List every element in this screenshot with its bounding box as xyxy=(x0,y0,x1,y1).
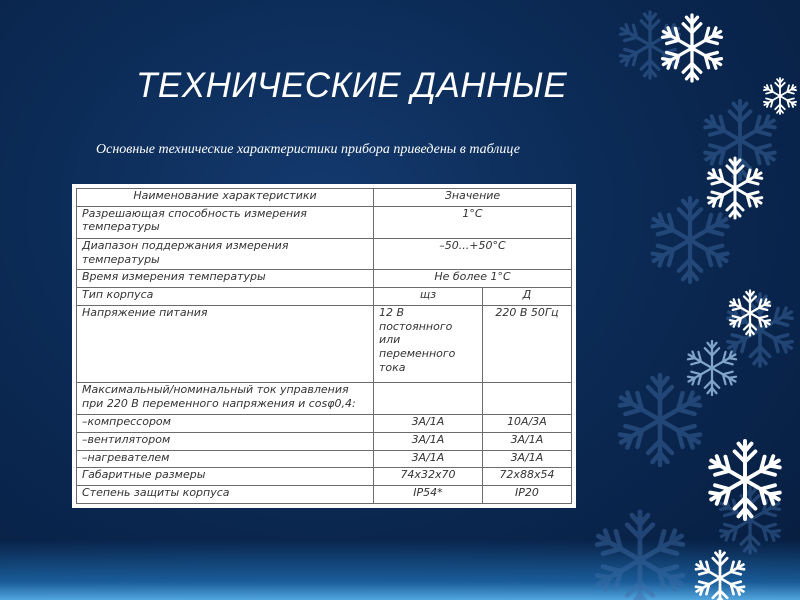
spec-table xyxy=(76,188,572,504)
row-value-1: 12 В постоянного или переменного тока xyxy=(374,305,483,382)
row-value-1: IP54* xyxy=(374,486,483,504)
table-row xyxy=(77,206,572,238)
header-name: Наименование характеристики xyxy=(77,189,374,207)
row-value-2: Д xyxy=(482,288,571,306)
row-value-2: 3А/1А xyxy=(482,450,571,468)
table-row xyxy=(77,238,572,270)
row-value: –50...+50°C xyxy=(374,238,572,270)
page-subtitle: Основные технические характеристики прибора приведены в таблице xyxy=(96,142,520,157)
table-row xyxy=(77,270,572,288)
row-value-1: 3А/1А xyxy=(374,432,483,450)
row-value-1: щз xyxy=(374,288,483,306)
page-title: ТЕХНИЧЕСКИЕ ДАННЫЕ xyxy=(136,66,568,105)
row-value-2: 220 В 50Гц xyxy=(482,305,571,382)
row-name: Разрешающая способность измерения температуры xyxy=(77,206,374,238)
row-value-2: 72х88х54 xyxy=(482,468,571,486)
header-value: Значение xyxy=(374,189,572,207)
row-value-2: 10А/3А xyxy=(482,415,571,433)
row-name: Диапазон поддержания измерения температуры xyxy=(77,238,374,270)
table-row xyxy=(77,305,572,382)
row-value-1: 3А/1А xyxy=(374,450,483,468)
row-value-2 xyxy=(482,383,571,415)
row-name: Степень защиты корпуса xyxy=(77,486,374,504)
row-value: Не более 1°C xyxy=(374,270,572,288)
table-row xyxy=(77,468,572,486)
row-name: Габаритные размеры xyxy=(77,468,374,486)
table-row xyxy=(77,432,572,450)
row-name: Напряжение питания xyxy=(77,305,374,382)
row-value-1 xyxy=(374,383,483,415)
row-value: 1°C xyxy=(374,206,572,238)
row-name: Время измерения температуры xyxy=(77,270,374,288)
row-name: Максимальный/номинальный ток управления при 220 В переменного напряжения и cosφ0,4: xyxy=(77,383,374,415)
row-name: –нагревателем xyxy=(77,450,374,468)
spec-table-container xyxy=(72,184,576,508)
table-row xyxy=(77,415,572,433)
row-name: Тип корпуса xyxy=(77,288,374,306)
row-value-2: IP20 xyxy=(482,486,571,504)
row-value-1: 3А/1А xyxy=(374,415,483,433)
row-name: –вентилятором xyxy=(77,432,374,450)
table-header-row xyxy=(77,189,572,207)
row-name: –компрессором xyxy=(77,415,374,433)
table-row xyxy=(77,383,572,415)
row-value-1: 74х32х70 xyxy=(374,468,483,486)
row-value-2: 3А/1А xyxy=(482,432,571,450)
table-row xyxy=(77,450,572,468)
table-row xyxy=(77,288,572,306)
table-row xyxy=(77,486,572,504)
